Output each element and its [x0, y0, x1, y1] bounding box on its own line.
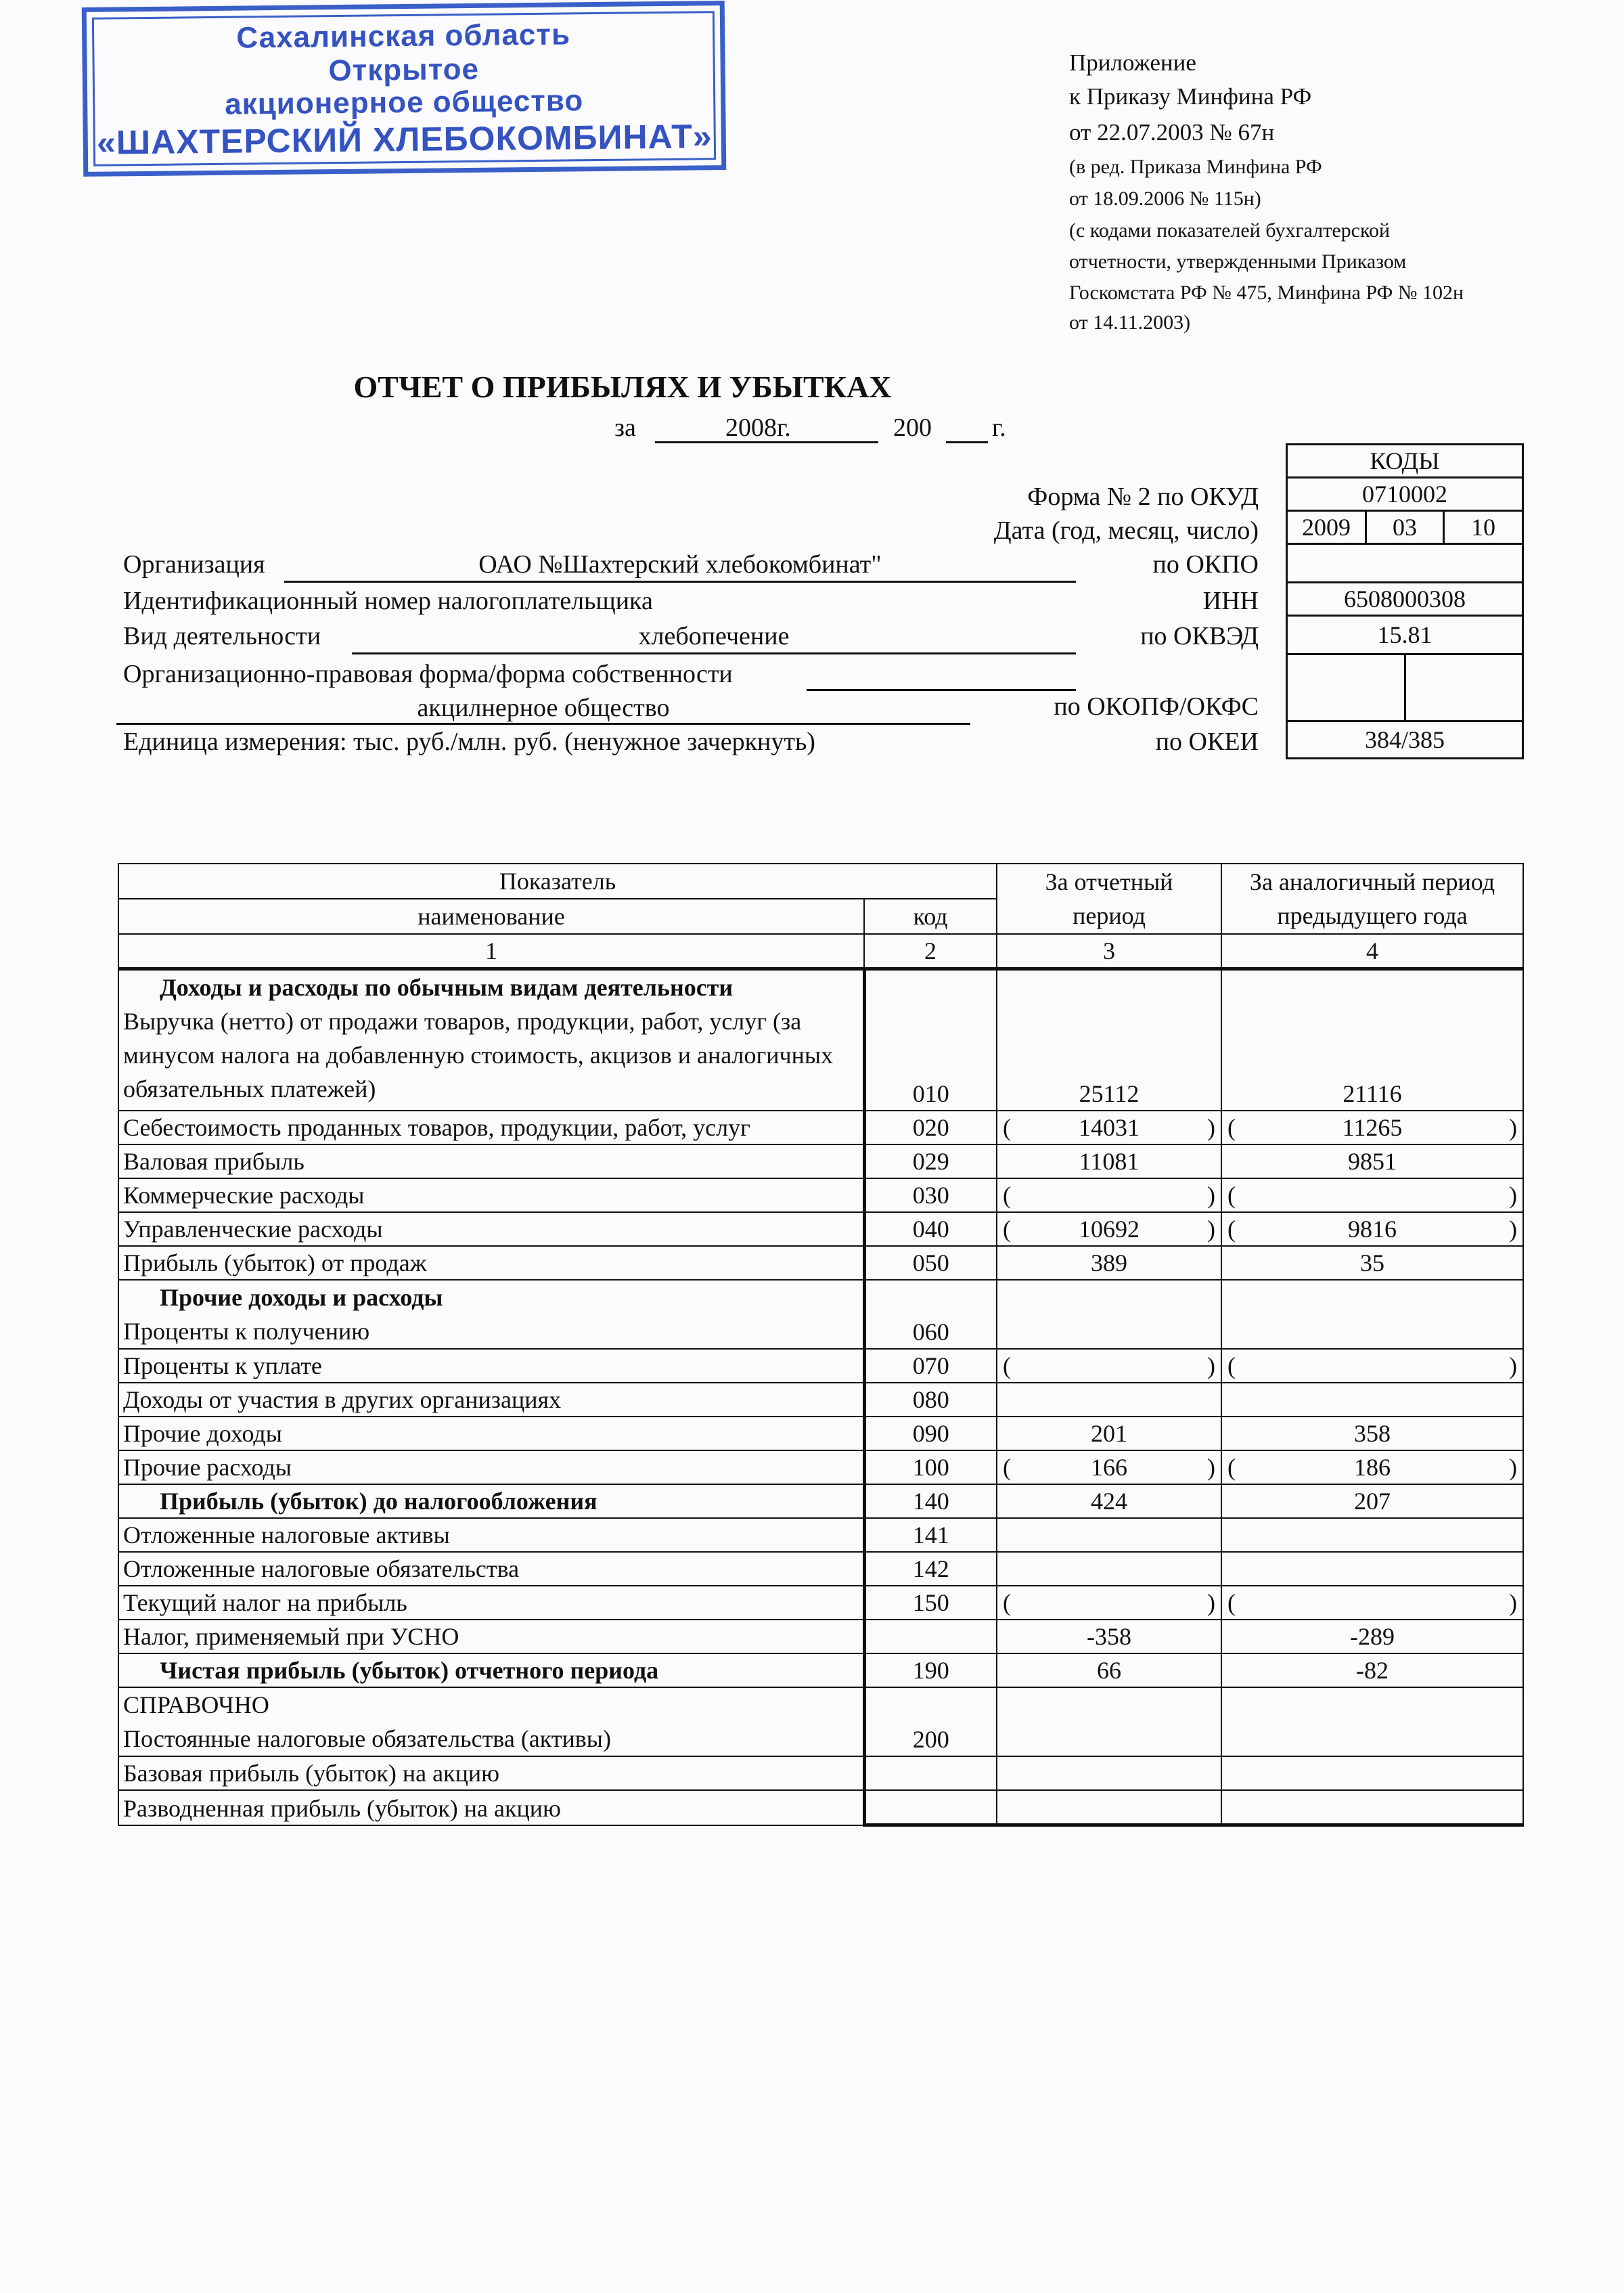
- okopf-value: [1286, 653, 1406, 722]
- okved-label: по ОКВЭД: [1140, 622, 1259, 650]
- row-050-name: Прибыль (убыток) от продаж: [118, 1246, 864, 1280]
- period-year-prefix: 200: [893, 414, 932, 442]
- row-150-current: [997, 1586, 1221, 1620]
- paren-close: ): [1509, 1216, 1518, 1243]
- row-090-name: Прочие доходы: [118, 1417, 864, 1450]
- row-030: [118, 1178, 1523, 1212]
- okei-value: 384/385: [1286, 720, 1524, 759]
- row-diluted-eps-name: Разводненная прибыль (убыток) на акцию: [118, 1790, 864, 1825]
- row-080-previous: [1221, 1383, 1523, 1417]
- row-base-eps-previous: [1221, 1756, 1523, 1790]
- row-010-previous: 21116: [1221, 969, 1523, 1111]
- row-030-current: [997, 1178, 1221, 1212]
- company-stamp: [82, 1, 727, 177]
- header-previous-line1: За аналогичный период: [1249, 868, 1495, 895]
- unit-label: Единица измерения: тыс. руб./млн. руб. (ненужное зачеркнуть): [123, 728, 815, 756]
- row-100-current: [997, 1450, 1221, 1484]
- colnum-1: 1: [118, 934, 864, 969]
- row-usno: [118, 1620, 1523, 1653]
- row-150-name: Текущий налог на прибыль: [118, 1586, 864, 1620]
- row-050-current: 389: [997, 1246, 1221, 1280]
- okud-value: 0710002: [1286, 476, 1524, 512]
- row-050: [118, 1246, 1523, 1280]
- okpo-label: по ОКПО: [1152, 550, 1259, 579]
- period-value: 2008г.: [725, 414, 791, 442]
- header-current: [997, 864, 1221, 934]
- row-010-code: 010: [864, 969, 997, 1111]
- row-142-previous: [1221, 1552, 1523, 1586]
- row-140-code: 140: [864, 1484, 997, 1518]
- row-100-current-value: 166: [1091, 1454, 1128, 1481]
- paren-open: (: [1003, 1589, 1012, 1616]
- row-010-current: 25112: [997, 969, 1221, 1111]
- row-029-previous: 9851: [1221, 1144, 1523, 1178]
- paren-close: ): [1207, 1114, 1216, 1141]
- row-020-current-value: 14031: [1079, 1114, 1140, 1141]
- row-diluted-eps-code: [864, 1790, 997, 1825]
- row-090: [118, 1417, 1523, 1450]
- activity-value: хлебопечение: [638, 622, 790, 650]
- codes-header: КОДЫ: [1286, 443, 1524, 478]
- inn-label: ИНН: [1202, 587, 1259, 615]
- row-040-previous: [1221, 1212, 1523, 1246]
- paren-close: ): [1509, 1114, 1518, 1141]
- paren-open: (: [1003, 1216, 1012, 1243]
- colnum-4: 4: [1221, 934, 1523, 969]
- row-140: [118, 1484, 1523, 1518]
- row-150-code: 150: [864, 1586, 997, 1620]
- row-040: [118, 1212, 1523, 1246]
- row-200-current: [997, 1687, 1221, 1756]
- legal-form-underline-2: [116, 723, 970, 725]
- reference-label: СПРАВОЧНО: [123, 1691, 269, 1718]
- paren-open: (: [1003, 1352, 1012, 1379]
- row-060-current: [997, 1280, 1221, 1349]
- paren-open: (: [1227, 1216, 1236, 1243]
- okei-label: по ОКЕИ: [1155, 728, 1259, 756]
- row-040-code: 040: [864, 1212, 997, 1246]
- note-line-8: Госкомстата РФ № 475, Минфина РФ № 102н: [1069, 282, 1464, 304]
- date-label: Дата (год, месяц, число): [993, 516, 1259, 545]
- period-suffix: г.: [992, 414, 1006, 442]
- row-040-name: Управленческие расходы: [118, 1212, 864, 1246]
- row-020-previous: [1221, 1111, 1523, 1144]
- date-year: 2009: [1286, 510, 1367, 545]
- row-190-name: Чистая прибыль (убыток) отчетного периода: [118, 1653, 864, 1687]
- okpo-value: [1286, 543, 1524, 583]
- inn-long-label: Идентификационный номер налогоплательщика: [123, 587, 653, 615]
- row-141-current: [997, 1518, 1221, 1552]
- note-line-2: к Приказу Минфина РФ: [1069, 83, 1312, 110]
- okfs-value: [1404, 653, 1524, 722]
- row-060-name-cell: [118, 1280, 864, 1349]
- row-base-eps-code: [864, 1756, 997, 1790]
- row-142-name: Отложенные налоговые обязательства: [118, 1552, 864, 1586]
- row-050-previous: 35: [1221, 1246, 1523, 1280]
- row-190-previous: -82: [1221, 1653, 1523, 1687]
- row-200-code: 200: [864, 1687, 997, 1756]
- row-029: [118, 1144, 1523, 1178]
- note-line-5: от 18.09.2006 № 115н): [1069, 187, 1261, 210]
- row-150: [118, 1586, 1523, 1620]
- row-020-previous-value: 11265: [1342, 1114, 1403, 1141]
- row-070-code: 070: [864, 1349, 997, 1383]
- row-070: [118, 1349, 1523, 1383]
- row-030-code: 030: [864, 1178, 997, 1212]
- header-current-line1: За отчетный: [1045, 868, 1173, 895]
- row-usno-previous: -289: [1221, 1620, 1523, 1653]
- paren-close: ): [1207, 1352, 1216, 1379]
- paren-close: ): [1509, 1589, 1518, 1616]
- row-029-name: Валовая прибыль: [118, 1144, 864, 1178]
- row-141-previous: [1221, 1518, 1523, 1552]
- row-100: [118, 1450, 1523, 1484]
- row-200-name: Постоянные налоговые обязательства (активы): [123, 1725, 611, 1752]
- paren-open: (: [1227, 1454, 1236, 1481]
- paren-close: ): [1207, 1589, 1216, 1616]
- stamp-type: Открытое: [328, 52, 480, 88]
- okopf-label: по ОКОПФ/ОКФС: [1054, 692, 1259, 721]
- row-200: [118, 1687, 1523, 1756]
- row-060: [118, 1280, 1523, 1349]
- row-070-previous: [1221, 1349, 1523, 1383]
- row-030-previous: [1221, 1178, 1523, 1212]
- row-usno-name: Налог, применяемый при УСНО: [118, 1620, 864, 1653]
- row-140-name: Прибыль (убыток) до налогообложения: [118, 1484, 864, 1518]
- header-current-line2: период: [1073, 902, 1146, 929]
- row-190-current: 66: [997, 1653, 1221, 1687]
- row-020-name: Себестоимость проданных товаров, продукции, работ, услуг: [118, 1111, 864, 1144]
- date-month: 03: [1365, 510, 1445, 545]
- note-line-1: Приложение: [1069, 49, 1196, 76]
- row-diluted-eps-previous: [1221, 1790, 1523, 1825]
- row-140-current: 424: [997, 1484, 1221, 1518]
- row-030-name: Коммерческие расходы: [118, 1178, 864, 1212]
- row-base-eps-name: Базовая прибыль (убыток) на акцию: [118, 1756, 864, 1790]
- row-050-code: 050: [864, 1246, 997, 1280]
- row-141-code: 141: [864, 1518, 997, 1552]
- org-value: ОАО №Шахтерский хлебокомбинат": [478, 550, 882, 579]
- section-ordinary-title: Доходы и расходы по обычным видам деятельности: [160, 974, 734, 1001]
- okud-label: Форма № 2 по ОКУД: [1027, 483, 1259, 511]
- note-line-7: отчетности, утвержденными Приказом: [1069, 250, 1407, 273]
- row-029-current: 11081: [997, 1144, 1221, 1178]
- row-usno-code: [864, 1620, 997, 1653]
- row-100-previous: [1221, 1450, 1523, 1484]
- section-other-title: Прочие доходы и расходы: [160, 1284, 443, 1311]
- paren-close: ): [1509, 1454, 1518, 1481]
- paren-close: ): [1207, 1454, 1216, 1481]
- row-020-current: [997, 1111, 1221, 1144]
- header-indicator: Показатель: [118, 864, 997, 899]
- header-previous: [1221, 864, 1523, 934]
- row-060-previous: [1221, 1280, 1523, 1349]
- row-100-previous-value: 186: [1354, 1454, 1391, 1481]
- period-prefix: за: [614, 414, 636, 442]
- row-020-code: 020: [864, 1111, 997, 1144]
- header-previous-line2: предыдущего года: [1277, 902, 1468, 929]
- row-080: [118, 1383, 1523, 1417]
- row-140-previous: 207: [1221, 1484, 1523, 1518]
- row-200-previous: [1221, 1687, 1523, 1756]
- row-190: [118, 1653, 1523, 1687]
- row-029-code: 029: [864, 1144, 997, 1178]
- paren-close: ): [1509, 1182, 1518, 1209]
- row-usno-current: -358: [997, 1620, 1221, 1653]
- okved-value: 15.81: [1286, 615, 1524, 655]
- stamp-company: «ШАХТЕРСКИЙ ХЛЕБОКОМБИНАТ»: [96, 117, 713, 162]
- paren-close: ): [1509, 1352, 1518, 1379]
- row-040-current-value: 10692: [1079, 1216, 1140, 1243]
- paren-open: (: [1003, 1454, 1012, 1481]
- legal-form-value: акцилнерное общество: [417, 694, 670, 722]
- row-base-eps-current: [997, 1756, 1221, 1790]
- legal-form-underline-1: [807, 689, 1076, 691]
- row-142-code: 142: [864, 1552, 997, 1586]
- activity-label: Вид деятельности: [123, 622, 321, 650]
- note-line-6: (с кодами показателей бухгалтерской: [1069, 219, 1391, 242]
- row-060-code: 060: [864, 1280, 997, 1349]
- row-020: [118, 1111, 1523, 1144]
- row-142-current: [997, 1552, 1221, 1586]
- row-080-current: [997, 1383, 1221, 1417]
- org-underline: [284, 581, 1076, 583]
- row-100-code: 100: [864, 1450, 997, 1484]
- note-line-3: от 22.07.2003 № 67н: [1069, 119, 1275, 146]
- header-code: код: [864, 899, 997, 934]
- stamp-form: акционерное общество: [224, 84, 584, 121]
- row-090-code: 090: [864, 1417, 997, 1450]
- row-200-name-cell: [118, 1687, 864, 1756]
- year-underline: [946, 441, 988, 443]
- row-diluted-eps-current: [997, 1790, 1221, 1825]
- row-142: [118, 1552, 1523, 1586]
- row-040-previous-value: 9816: [1348, 1216, 1397, 1243]
- row-070-current: [997, 1349, 1221, 1383]
- row-010-name: Выручка (нетто) от продажи товаров, продукции, работ, услуг (за минусом налога на добавленную стоимость, акцизов и аналогичных обязательных платежей): [123, 1008, 834, 1103]
- row-090-previous: 358: [1221, 1417, 1523, 1450]
- row-090-current: 201: [997, 1417, 1221, 1450]
- row-141-name: Отложенные налоговые активы: [118, 1518, 864, 1552]
- row-100-name: Прочие расходы: [118, 1450, 864, 1484]
- row-080-name: Доходы от участия в других организациях: [118, 1383, 864, 1417]
- row-080-code: 080: [864, 1383, 997, 1417]
- paren-open: (: [1227, 1352, 1236, 1379]
- report-title: ОТЧЕТ О ПРИБЫЛЯХ И УБЫТКАХ: [353, 370, 892, 404]
- row-010-name-cell: [118, 969, 864, 1111]
- row-190-code: 190: [864, 1653, 997, 1687]
- paren-close: ): [1207, 1182, 1216, 1209]
- note-line-9: от 14.11.2003): [1069, 311, 1191, 334]
- legal-form-label: Организационно-правовая форма/форма собственности: [123, 660, 733, 688]
- row-base-eps: [118, 1756, 1523, 1790]
- stamp-region: Сахалинская область: [236, 18, 571, 55]
- row-141: [118, 1518, 1523, 1552]
- colnum-3: 3: [997, 934, 1221, 969]
- note-line-4: (в ред. Приказа Минфина РФ: [1069, 156, 1322, 178]
- activity-underline: [352, 652, 1076, 654]
- row-040-current: [997, 1212, 1221, 1246]
- row-diluted-eps: [118, 1790, 1523, 1825]
- paren-close: ): [1207, 1216, 1216, 1243]
- paren-open: (: [1003, 1114, 1012, 1141]
- report-table: [118, 863, 1524, 1827]
- row-150-previous: [1221, 1586, 1523, 1620]
- paren-open: (: [1003, 1182, 1012, 1209]
- row-060-name: Проценты к получению: [123, 1318, 370, 1345]
- date-day: 10: [1443, 510, 1524, 545]
- inn-value: 6508000308: [1286, 581, 1524, 617]
- header-name: наименование: [118, 899, 864, 934]
- org-label: Организация: [123, 550, 265, 579]
- colnum-2: 2: [864, 934, 997, 969]
- row-070-name: Проценты к уплате: [118, 1349, 864, 1383]
- paren-open: (: [1227, 1114, 1236, 1141]
- paren-open: (: [1227, 1182, 1236, 1209]
- paren-open: (: [1227, 1589, 1236, 1616]
